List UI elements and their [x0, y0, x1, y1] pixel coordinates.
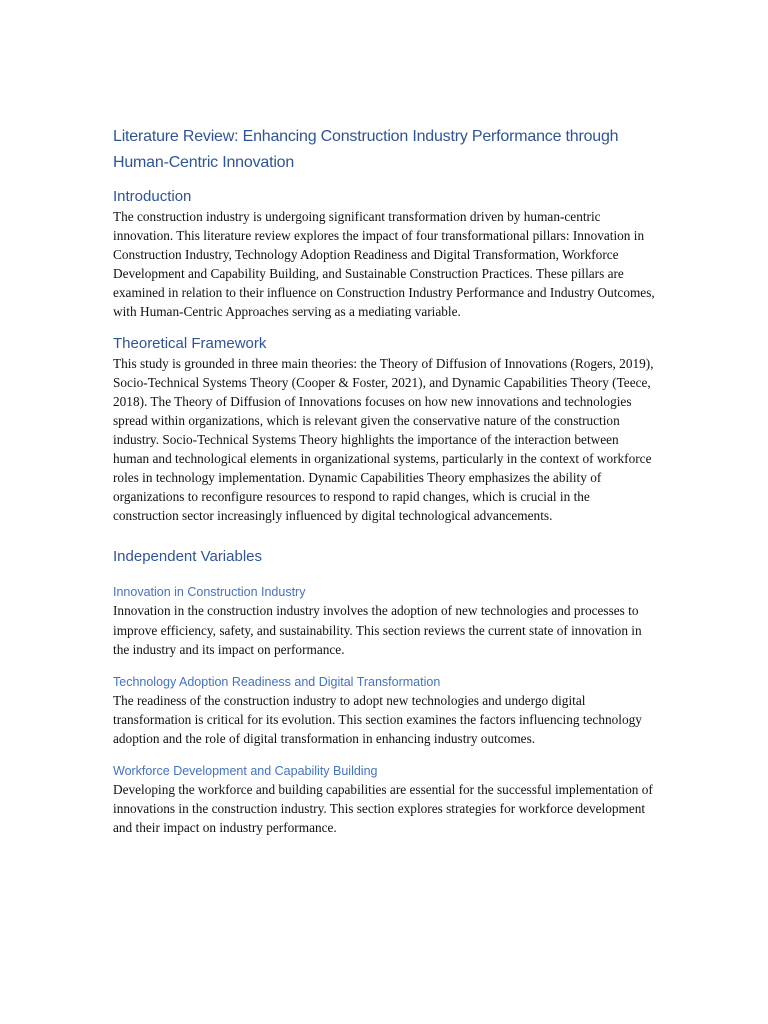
workforce-development-paragraph: Developing the workforce and building capabilities are essential for the successful implementation of innovations in the construction industry. This section explores strategies for workforce development and their impact on industry performance. [113, 781, 653, 836]
section-heading-independent-variables: Independent Variables [113, 548, 263, 566]
document-title: Literature Review: Enhancing Construction Industry Performance through Human-Centric Innovation [113, 128, 619, 171]
section-heading-introduction: Introduction [113, 188, 192, 205]
subsection-heading-innovation: Innovation in Construction Industry [113, 585, 306, 600]
section-heading-theoretical-framework: Theoretical Framework [113, 334, 267, 352]
technology-adoption-paragraph: The readiness of the construction industry to adopt new technologies and undergo digital transformation is critical for its evolution. This section examines the factors influencing technology adoption and the role of digital transformation in enhancing industry outcomes. [113, 692, 642, 746]
introduction-paragraph: The construction industry is undergoing significant transformation driven by human-centric innovation. This literature review explores the impact of four transformational pillars: Innovation in Construction Industry, Technology Adoption Readiness and Digital Transformation, Workforce Development and Capability Building, and Sustainable Construction Practices. These pillars are examined in relation to their influence on Construction Industry Performance and Industry Outcomes, with Human-Centric Approaches serving as a mediating variable. [113, 209, 655, 320]
subsection-heading-workforce-development: Workforce Development and Capability Building [113, 763, 378, 778]
innovation-paragraph: Innovation in the construction industry involves the adoption of new technologies and processes to improve efficiency, safety, and sustainability. This section reviews the current state of innovation in the industry and its impact on performance. [113, 603, 642, 657]
subsection-heading-technology-adoption: Technology Adoption Readiness and Digital Transformation [113, 674, 441, 689]
document-page [113, 118, 658, 837]
theoretical-framework-paragraph: This study is grounded in three main theories: the Theory of Diffusion of Innovations (Rogers, 2019), Socio-Technical Systems Theory (Cooper & Foster, 2021), and Dynamic Capabilities Theory (Teece, 2018). The Theory of Diffusion of Innovations focuses on how new innovations and technologies spread within organizations, which is relevant given the conservative nature of the construction industry. Socio-Technical Systems Theory highlights the importance of the interaction between human and technological elements in organizational systems, particularly in the context of workforce roles in technology implementation. Dynamic Capabilities Theory emphasizes the ability of organizations to reconfigure resources to respond to rapid changes, which is crucial in the construction sector increasingly influenced by digital technological advancements. [113, 355, 654, 524]
